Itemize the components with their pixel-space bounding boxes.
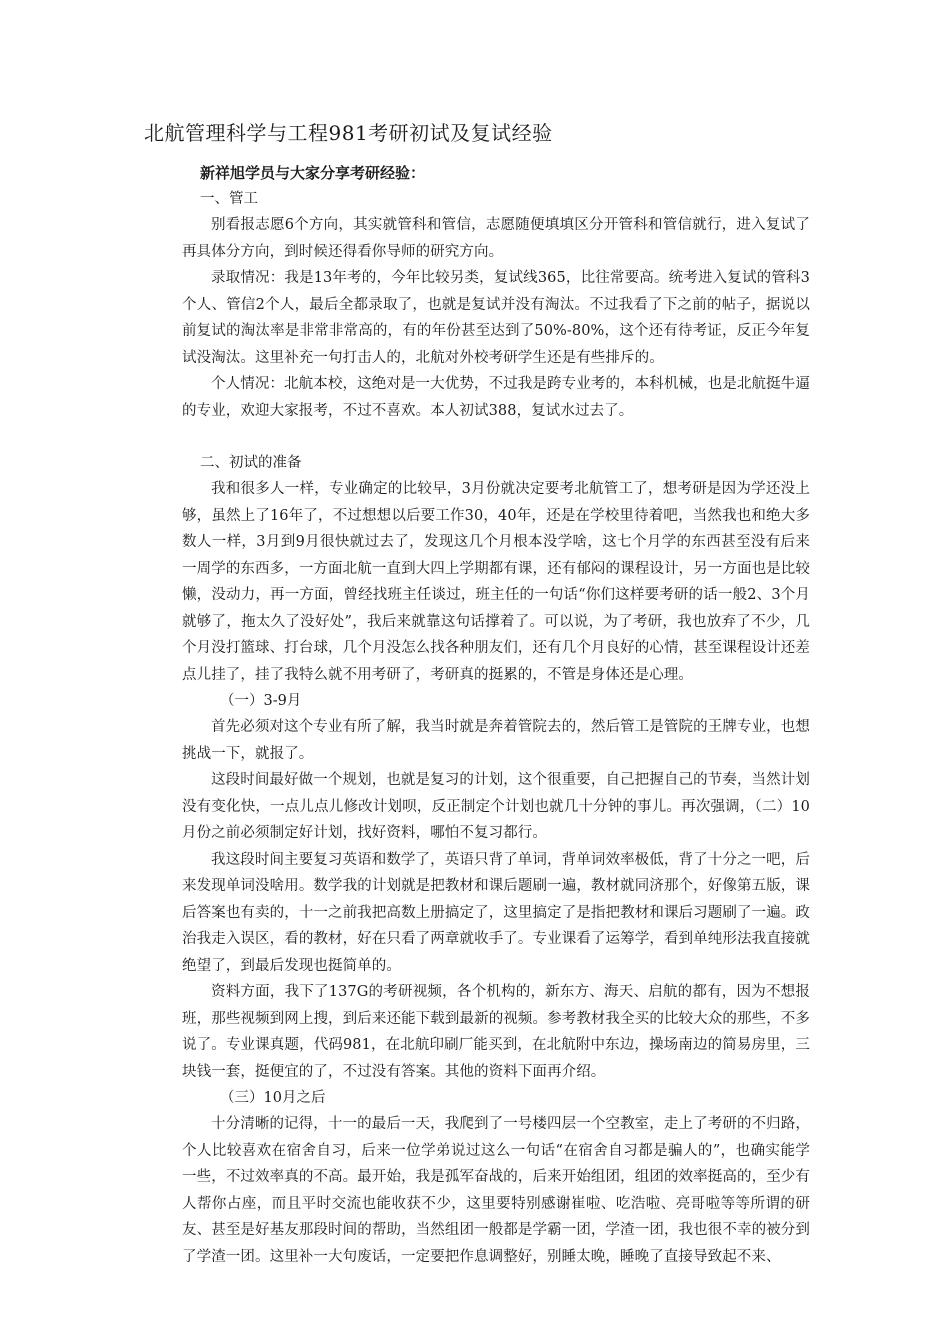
paragraph: 录取情况：我是13年考的，今年比较另类，复试线365，比往常要高。统考进入复试的管科3个人、管信2个人，最后全都录取了，也就是复试并没有淘汰。不过我看了下之前的帖子，据说以前复试的淘汰率是非常非常高的，有的年份甚至达到了50%-80%，这个还有待考证，反正今年复试没淘汰。这里补充一句打击人的，北航对外校考研学生还是有些排斥的。 <box>182 270 810 366</box>
paragraph: 个人情况：北航本校，这绝对是一大优势，不过我是跨专业考的，本科机械，也是北航挺牛逼的专业，欢迎大家报考，不过不喜欢。本人初试388，复试水过去了。 <box>182 376 810 419</box>
paragraph: 首先必须对这个专业有所了解，我当时就是奔着管院去的，然后管工是管院的王牌专业，也想挑战一下，就报了。 <box>182 719 810 762</box>
document-subtitle: 新祥旭学员与大家分享考研经验： <box>200 164 426 182</box>
section-heading-1: 一、管工 <box>200 191 258 207</box>
paragraph: 我这段时间主要复习英语和数学了，英语只背了单词，背单词效率极低，背了十分之一吧，后来发现单词没啥用。数学我的计划就是把教材和课后题刷一遍，教材就同济那个，好像第五版，课后答案也有卖的，十一之前我把高数上册搞定了，这里搞定了是指把教材和课后习题刷了一遍。政治我走入误区，看的教材，好在只看了两章就收手了。专业课看了运筹学，看到单纯形法我直接就绝望了，到最后发现也挺简单的。 <box>182 851 810 974</box>
blank-line <box>144 424 810 450</box>
paragraph: 资料方面，我下了137G的考研视频，各个机构的，新东方、海天、启航的都有，因为不想报班，那些视频到网上搜，到后来还能下载到最新的视频。参考教材我全买的比较大众的那些，不多说了。专业课真题，代码981，在北航印刷厂能买到，在北航附中东边，操场南边的简易房里，三块钱一套，挺便宜的了，不过没有答案。其他的资料下面再介绍。 <box>182 984 810 1080</box>
section-heading-2: 二、初试的准备 <box>200 455 302 471</box>
paragraph: 我和很多人一样，专业确定的比较早，3月份就决定要考北航管工了，想考研是因为学还没上够，虽然上了16年了，不过想想以后要工作30，40年，还是在学校里待着吧，当然我也和绝大多数人一样，3月到9月很快就过去了，发现这几个月根本没学啥，这七个月学的东西甚至没有后来一周学的东西多，一方面北航一直到大四上学期都有课，还有郁闷的课程设计，另一方面也是比较懒，没动力，再一方面，曾经找班主任谈过，班主任的一句话“你们这样要考研的话一般2、3个月就够了，拖太久了没好处”，我后来就靠这句话撑着了。可以说，为了考研，我也放弃了不少，几个月没打篮球、打台球，几个月没怎么找各种朋友们，还有几个月良好的心情，甚至课程设计还差点儿挂了，挂了我特么就不用考研了，考研真的挺累的，不管是身体还是心理。 <box>182 481 810 683</box>
subsection-heading: （三）10月之后 <box>220 1090 326 1106</box>
paragraph: 十分清晰的记得，十一的最后一天，我爬到了一号楼四层一个空教室，走上了考研的不归路，个人比较喜欢在宿舍自习，后来一位学弟说过这么一句话“在宿舍自习都是骗人的”，也确实能学一些，不过效率真的不高。最开始，我是孤军奋战的，后来开始组团，组团的效率挺高的，至少有人帮你占座，而且平时交流也能收获不少，这里要特别感谢崔啦、吃浩啦、亮哥啦等等所谓的研友、甚至是好基友那段时间的帮助，当然组团一般都是学霸一团，学渣一团，我也很不幸的被分到了学渣一团。这里补一大句废话，一定要把作息调整好，别睡太晚，睡晚了直接导致起不来、 <box>182 1116 810 1265</box>
document-page <box>144 118 810 1270</box>
document-title: 北航管理科学与工程981考研初试及复试经验 <box>144 121 553 145</box>
paragraph: 这段时间最好做一个规划，也就是复习的计划，这个很重要，自己把握自己的节奏，当然计划没有变化快，一点儿点儿修改计划呗，反正制定个计划也就几十分钟的事儿。再次强调，（二）10月份之前必须制定好计划，找好资料，哪怕不复习都行。 <box>182 772 810 841</box>
paragraph: 别看报志愿6个方向，其实就管科和管信，志愿随便填填区分开管科和管信就行，进入复试了再具体分方向，到时候还得看你导师的研究方向。 <box>182 217 810 260</box>
subsection-heading: （一）3-9月 <box>220 693 302 709</box>
